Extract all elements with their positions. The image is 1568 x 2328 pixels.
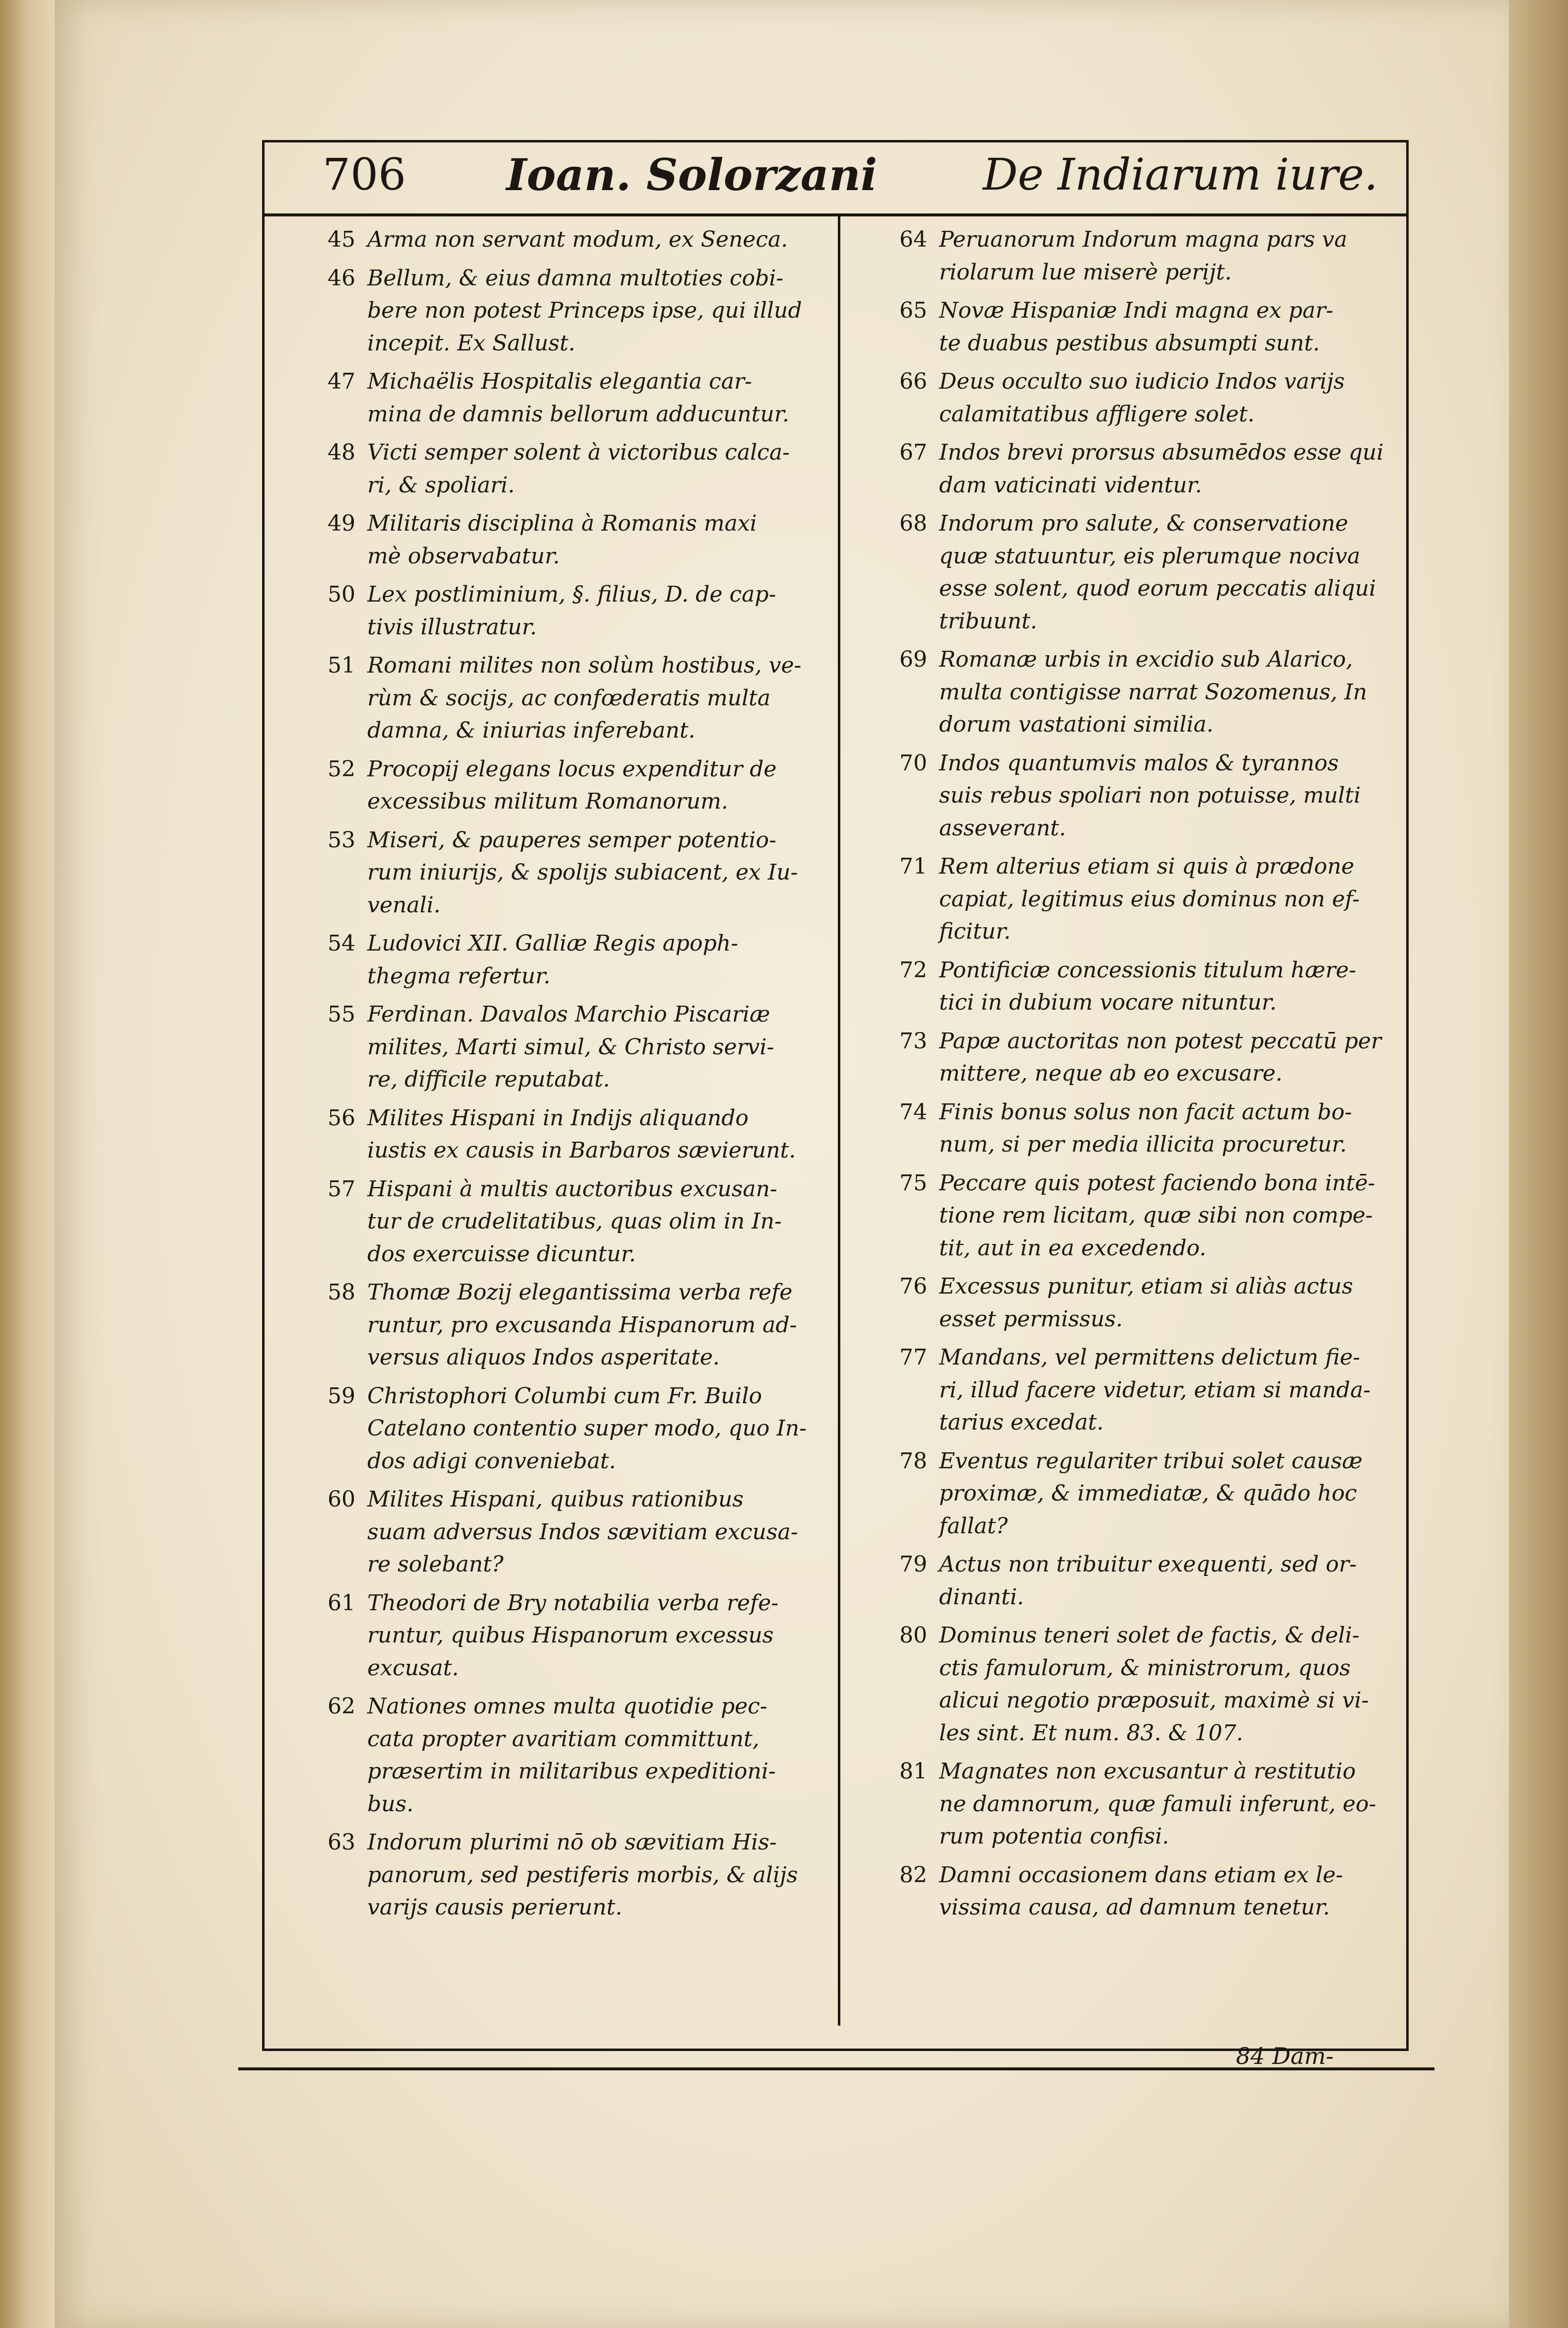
index-entry xyxy=(328,927,846,992)
entry-number: 71 xyxy=(899,854,927,879)
entry-number: 58 xyxy=(328,1280,355,1305)
entry-text: Bellum, & eius damna multoties cobi- xyxy=(367,265,784,291)
index-entry xyxy=(899,294,1418,359)
entry-text: runtur, pro excusanda Hispanorum ad- xyxy=(367,1312,797,1338)
entry-text: milites, Marti simul, & Christo servi- xyxy=(367,1034,774,1060)
entry-line xyxy=(328,1548,846,1581)
entry-line xyxy=(899,605,1418,638)
entry-line xyxy=(328,824,846,857)
index-entry xyxy=(899,954,1418,1019)
index-entry xyxy=(328,1380,846,1478)
index-entry xyxy=(899,1167,1418,1265)
entry-text: Rem alterius etiam si quis à prædone xyxy=(939,854,1355,879)
entry-text: excessibus militum Romanorum. xyxy=(367,789,728,814)
index-entry xyxy=(328,365,846,430)
entry-number: 74 xyxy=(899,1099,927,1125)
entry-line xyxy=(328,1102,846,1135)
entry-line xyxy=(328,1652,846,1685)
entry-text: multa contigisse narrat Sozomenus, In xyxy=(939,679,1367,705)
entry-text: Eventus regulariter tribui solet causæ xyxy=(939,1448,1363,1474)
index-entry xyxy=(899,223,1418,288)
entry-line xyxy=(328,507,846,540)
entry-text: Theodori de Bry notabilia verba refe- xyxy=(367,1590,779,1616)
entry-number: 53 xyxy=(328,827,355,853)
entry-number: 63 xyxy=(328,1830,355,1855)
entry-line xyxy=(899,954,1418,987)
index-entry xyxy=(328,507,846,572)
entry-line xyxy=(899,1581,1418,1614)
entry-line xyxy=(328,1173,846,1206)
entry-line xyxy=(899,747,1418,780)
entry-line xyxy=(899,1788,1418,1821)
index-entry xyxy=(899,1859,1418,1924)
entry-text: Procopij elegans locus expenditur de xyxy=(367,756,777,782)
entry-text: Peruanorum Indorum magna pars va xyxy=(939,227,1348,252)
entry-number: 50 xyxy=(328,582,355,607)
entry-text: tit, aut in ea excedendo. xyxy=(939,1235,1207,1261)
entry-line xyxy=(899,915,1418,948)
entry-number: 77 xyxy=(899,1345,927,1370)
entry-line xyxy=(899,1025,1418,1058)
entry-line xyxy=(899,1548,1418,1581)
entry-number: 78 xyxy=(899,1448,927,1474)
entry-number: 64 xyxy=(899,227,927,252)
entry-text: esset permissus. xyxy=(939,1306,1123,1332)
entry-text: vissima causa, ad damnum tenetur. xyxy=(939,1895,1330,1920)
entry-text: versus aliquos Indos asperitate. xyxy=(367,1345,720,1370)
entry-line xyxy=(328,889,846,922)
entry-line xyxy=(899,469,1418,502)
entry-number: 62 xyxy=(328,1694,355,1719)
entry-line xyxy=(899,1096,1418,1129)
entry-text: Milites Hispani in Indijs aliquando xyxy=(367,1105,749,1131)
entry-line xyxy=(899,1717,1418,1750)
entry-line xyxy=(328,1031,846,1064)
entry-number: 52 xyxy=(328,756,355,782)
entry-number: 65 xyxy=(899,298,927,323)
entry-line xyxy=(899,1445,1418,1478)
entry-text: Dominus teneri solet de factis, & deli- xyxy=(939,1623,1360,1648)
entry-text: tarius excedat. xyxy=(939,1410,1104,1435)
entry-line xyxy=(328,753,846,786)
entry-text: mittere, neque ab eo excusare. xyxy=(939,1061,1283,1086)
entry-number: 67 xyxy=(899,440,927,465)
entry-text: thegma refertur. xyxy=(367,963,550,989)
entry-line xyxy=(328,1891,846,1924)
index-entry xyxy=(899,1270,1418,1335)
entry-text: ri, & spoliari. xyxy=(367,472,515,498)
index-entry xyxy=(899,1341,1418,1439)
entry-number: 45 xyxy=(328,227,355,252)
entry-line xyxy=(328,1380,846,1413)
entry-line xyxy=(899,1755,1418,1788)
entry-text: Lex postliminium, §. filius, D. de cap- xyxy=(367,582,776,607)
entry-number: 70 xyxy=(899,750,927,776)
index-entry xyxy=(328,649,846,747)
entry-text: num, si per media illicita procuretur. xyxy=(939,1132,1347,1157)
entry-number: 72 xyxy=(899,957,927,983)
entry-text: Victi semper solent à victoribus calca- xyxy=(367,440,790,465)
entry-text: Miseri, & pauperes semper potentio- xyxy=(367,827,776,853)
entry-line xyxy=(328,294,846,327)
entry-text: tici in dubium vocare nituntur. xyxy=(939,990,1277,1015)
entry-line xyxy=(899,1167,1418,1200)
entry-text: Hispani à multis auctoribus excusan- xyxy=(367,1176,777,1202)
entry-text: dam vaticinati videntur. xyxy=(939,472,1202,498)
entry-line xyxy=(328,1755,846,1788)
entry-text: dorum vastationi similia. xyxy=(939,712,1214,737)
entry-line xyxy=(899,1128,1418,1161)
entry-line xyxy=(899,1199,1418,1232)
entry-number: 80 xyxy=(899,1623,927,1648)
entry-line xyxy=(899,256,1418,289)
index-entry xyxy=(899,436,1418,501)
entry-line xyxy=(328,436,846,469)
entry-text: suam adversus Indos sævitiam excusa- xyxy=(367,1519,798,1545)
index-entry xyxy=(899,1096,1418,1161)
entry-text: panorum, sed pestiferis morbis, & alijs xyxy=(367,1862,798,1888)
entry-number: 47 xyxy=(328,369,355,394)
index-entry xyxy=(328,998,846,1096)
entry-text: Mandans, vel permittens delictum fie- xyxy=(939,1345,1361,1370)
index-entry xyxy=(328,436,846,501)
entry-text: Indorum plurimi nō ob sævitiam His- xyxy=(367,1830,777,1855)
entry-text: esse solent, quod eorum peccatis aliqui xyxy=(939,576,1376,601)
entry-line xyxy=(899,1820,1418,1853)
index-entry xyxy=(328,1483,846,1581)
entry-text: suis rebus spoliari non potuisse, multi xyxy=(939,783,1361,808)
entry-text: Militaris disciplina à Romanis maxi xyxy=(367,511,757,536)
entry-text: Damni occasionem dans etiam ex le- xyxy=(939,1862,1343,1888)
entry-line xyxy=(328,927,846,960)
catchword: 84 Dam- xyxy=(1236,2043,1334,2069)
entry-line xyxy=(328,578,846,611)
entry-line xyxy=(328,365,846,398)
entry-text: bere non potest Princeps ipse, qui illud xyxy=(367,298,802,323)
entry-line xyxy=(899,850,1418,883)
entry-line xyxy=(899,1477,1418,1510)
entry-text: calamitatibus affligere solet. xyxy=(939,401,1255,427)
index-entry xyxy=(899,1755,1418,1853)
entry-number: 69 xyxy=(899,647,927,672)
entry-line xyxy=(899,436,1418,469)
entry-text: Excessus punitur, etiam si aliàs actus xyxy=(939,1274,1353,1299)
entry-number: 60 xyxy=(328,1487,355,1512)
entry-line xyxy=(328,1276,846,1309)
entry-line xyxy=(328,1690,846,1723)
entry-text: incepit. Ex Sallust. xyxy=(367,330,576,356)
entry-text: præsertim in militaribus expeditioni- xyxy=(367,1759,776,1784)
page-right-edge xyxy=(1509,0,1568,2328)
entry-number: 48 xyxy=(328,440,355,465)
entry-text: Indos quantumvis malos & tyrannos xyxy=(939,750,1339,776)
entry-line xyxy=(899,294,1418,327)
entry-text: te duabus pestibus absumpti sunt. xyxy=(939,330,1320,356)
entry-text: mè observabatur. xyxy=(367,543,560,569)
entry-text: ri, illud facere videtur, etiam si manda- xyxy=(939,1377,1371,1403)
entry-line xyxy=(328,611,846,644)
entry-number: 68 xyxy=(899,511,927,536)
entry-text: iustis ex causis in Barbaros sævierunt. xyxy=(367,1138,796,1163)
entry-line xyxy=(899,572,1418,605)
entry-line xyxy=(899,1619,1418,1652)
running-head-author: Ioan. Solorzani xyxy=(506,149,878,201)
entry-text: Indorum pro salute, & conservatione xyxy=(939,511,1349,536)
index-entry xyxy=(899,643,1418,741)
entry-number: 76 xyxy=(899,1274,927,1299)
entry-text: Michaëlis Hospitalis elegantia car- xyxy=(367,369,752,394)
entry-line xyxy=(328,856,846,889)
entry-line xyxy=(328,1309,846,1342)
entry-line xyxy=(328,1134,846,1167)
entry-line xyxy=(899,1374,1418,1407)
entry-line xyxy=(899,540,1418,573)
entry-text: mina de damnis bellorum adducuntur. xyxy=(367,401,789,427)
entry-line xyxy=(899,507,1418,540)
index-entry xyxy=(328,262,846,360)
entry-text: capiat, legitimus eius dominus non ef- xyxy=(939,886,1360,912)
entry-line xyxy=(328,262,846,295)
index-entry xyxy=(328,1276,846,1374)
entry-text: varijs causis perierunt. xyxy=(367,1895,622,1920)
entry-text: Indos brevi prorsus absumēdos esse qui xyxy=(939,440,1384,465)
entry-line xyxy=(328,327,846,360)
entry-text: ne damnorum, quæ famuli inferunt, eo- xyxy=(939,1791,1376,1817)
entry-text: rùm & socijs, ac confœderatis multa xyxy=(367,685,771,711)
entry-text: asseverant. xyxy=(939,815,1066,841)
entry-line xyxy=(328,960,846,993)
entry-number: 59 xyxy=(328,1383,355,1409)
entry-number: 46 xyxy=(328,265,355,291)
entry-text: dos exercuisse dicuntur. xyxy=(367,1241,636,1267)
entry-text: alicui negotio præposuit, maximè si vi- xyxy=(939,1688,1369,1713)
entry-text: proximæ, & immediatæ, & quādo hoc xyxy=(939,1481,1357,1506)
entry-number: 73 xyxy=(899,1028,927,1054)
entry-line xyxy=(899,365,1418,398)
entry-text: Novæ Hispaniæ Indi magna ex par- xyxy=(939,298,1334,323)
entry-line xyxy=(899,223,1418,256)
entry-line xyxy=(328,1788,846,1821)
index-entry xyxy=(328,1587,846,1685)
entry-text: rum potentia confisi. xyxy=(939,1824,1169,1849)
entry-line xyxy=(328,998,846,1031)
entry-number: 54 xyxy=(328,931,355,956)
entry-line xyxy=(328,1723,846,1756)
entry-text: damna, & iniurias inferebant. xyxy=(367,718,695,743)
entry-line xyxy=(328,714,846,747)
entry-text: tur de crudelitatibus, quas olim in In- xyxy=(367,1209,782,1234)
entry-number: 55 xyxy=(328,1002,355,1027)
entry-number: 81 xyxy=(899,1759,927,1784)
entry-line xyxy=(899,779,1418,812)
entry-line xyxy=(899,1303,1418,1336)
entry-line xyxy=(328,223,846,256)
entry-line xyxy=(328,1412,846,1445)
entry-number: 75 xyxy=(899,1170,927,1196)
index-entry xyxy=(899,850,1418,948)
index-entry xyxy=(328,1102,846,1167)
index-entry xyxy=(899,1445,1418,1543)
entry-line xyxy=(899,1406,1418,1439)
running-head-title: De Indiarum iure. xyxy=(983,149,1378,200)
entry-line xyxy=(899,1891,1418,1924)
entry-number: 82 xyxy=(899,1862,927,1888)
entry-text: Peccare quis potest faciendo bona intē- xyxy=(939,1170,1375,1196)
entry-text: tione rem licitam, quæ sibi non compe- xyxy=(939,1203,1373,1228)
entry-line xyxy=(328,1063,846,1096)
entry-number: 51 xyxy=(328,653,355,678)
entry-line xyxy=(899,1232,1418,1265)
entry-line xyxy=(899,883,1418,916)
entry-text: riolarum lue miserè perijt. xyxy=(939,259,1232,285)
entry-number: 57 xyxy=(328,1176,355,1202)
entry-text: Arma non servant modum, ex Seneca. xyxy=(367,227,788,252)
entry-line xyxy=(328,1516,846,1549)
entry-text: Ludovici XII. Galliæ Regis apoph- xyxy=(367,931,739,956)
entry-line xyxy=(328,1587,846,1620)
entry-line xyxy=(899,1510,1418,1543)
entry-text: bus. xyxy=(367,1791,414,1817)
entry-line xyxy=(328,1483,846,1516)
entry-text: Pontificiæ concessionis titulum hære- xyxy=(939,957,1357,983)
entry-text: venali. xyxy=(367,892,441,918)
index-entry xyxy=(328,1690,846,1820)
right-column xyxy=(899,223,1418,1930)
left-column xyxy=(328,223,846,1930)
entry-text: Deus occulto suo iudicio Indos varijs xyxy=(939,369,1345,394)
index-entry xyxy=(328,753,846,818)
entry-line xyxy=(328,469,846,502)
entry-text: rum iniurijs, & spolijs subiacent, ex Iu- xyxy=(367,860,798,885)
entry-line xyxy=(328,540,846,573)
entry-line xyxy=(328,1205,846,1238)
entry-text: quæ statuuntur, eis plerumque nociva xyxy=(939,543,1361,569)
entry-text: tivis illustratur. xyxy=(367,614,537,640)
entry-number: 61 xyxy=(328,1590,355,1616)
index-entry xyxy=(899,365,1418,430)
entry-line xyxy=(899,1057,1418,1090)
entry-text: runtur, quibus Hispanorum excessus xyxy=(367,1623,774,1648)
entry-line xyxy=(899,708,1418,741)
entry-line xyxy=(328,1238,846,1271)
header-rule xyxy=(262,213,1406,216)
entry-text: Magnates non excusantur à restitutio xyxy=(939,1759,1356,1784)
entry-text: Catelano contentio super modo, quo In- xyxy=(367,1416,807,1441)
entry-text: fallat? xyxy=(939,1513,1008,1539)
entry-number: 79 xyxy=(899,1552,927,1577)
entry-text: Milites Hispani, quibus rationibus xyxy=(367,1487,744,1512)
entry-line xyxy=(899,1270,1418,1303)
entry-line xyxy=(328,1619,846,1652)
entry-number: 66 xyxy=(899,369,927,394)
entry-line xyxy=(899,1652,1418,1685)
entry-line xyxy=(899,676,1418,709)
entry-text: Ferdinan. Davalos Marchio Piscariæ xyxy=(367,1002,770,1027)
entry-text: Christophori Columbi cum Fr. Builo xyxy=(367,1383,762,1409)
entry-line xyxy=(899,398,1418,431)
entry-text: Nationes omnes multa quotidie pec- xyxy=(367,1694,767,1719)
entry-line xyxy=(328,398,846,431)
entry-line xyxy=(899,1341,1418,1374)
entry-line xyxy=(328,1826,846,1859)
entry-line xyxy=(328,682,846,715)
entry-line xyxy=(328,785,846,818)
index-entry xyxy=(899,1619,1418,1749)
index-entry xyxy=(899,1548,1418,1613)
entry-line xyxy=(328,1341,846,1374)
entry-text: ctis famulorum, & ministrorum, quos xyxy=(939,1655,1351,1681)
entry-line xyxy=(328,1445,846,1478)
index-entry xyxy=(328,1826,846,1924)
index-entry xyxy=(328,1173,846,1271)
entry-line xyxy=(899,643,1418,676)
index-entry xyxy=(328,824,846,922)
index-entry xyxy=(899,747,1418,845)
entry-text: tribuunt. xyxy=(939,608,1037,634)
entry-text: Romanæ urbis in excidio sub Alarico, xyxy=(939,647,1353,672)
entry-text: cata propter avaritiam committunt, xyxy=(367,1726,759,1752)
entry-text: Romani milites non solùm hostibus, ve- xyxy=(367,653,802,678)
entry-text: dinanti. xyxy=(939,1584,1024,1610)
entry-text: Thomæ Bozij elegantissima verba refe xyxy=(367,1280,793,1305)
entry-text: excusat. xyxy=(367,1655,459,1681)
entry-line xyxy=(328,649,846,682)
index-entry xyxy=(899,1025,1418,1090)
entry-text: dos adigi conveniebat. xyxy=(367,1448,616,1474)
entry-text: Actus non tribuitur exequenti, sed or- xyxy=(939,1552,1357,1577)
index-entry xyxy=(328,578,846,643)
entry-line xyxy=(328,1859,846,1892)
entry-text: re solebant? xyxy=(367,1552,504,1577)
index-entry xyxy=(899,507,1418,637)
index-entry xyxy=(328,223,846,256)
entry-line xyxy=(899,327,1418,360)
entry-number: 49 xyxy=(328,511,355,536)
entry-text: Papæ auctoritas non potest peccatū per xyxy=(939,1028,1382,1054)
entry-line xyxy=(899,812,1418,845)
entry-text: re, difficile reputabat. xyxy=(367,1067,610,1092)
entry-number: 56 xyxy=(328,1105,355,1131)
entry-text: ficitur. xyxy=(939,919,1011,944)
entry-text: Finis bonus solus non facit actum bo- xyxy=(939,1099,1352,1125)
entry-line xyxy=(899,1859,1418,1892)
entry-text: les sint. Et num. 83. & 107. xyxy=(939,1720,1243,1746)
entry-line xyxy=(899,986,1418,1019)
entry-line xyxy=(899,1684,1418,1717)
page-number: 706 xyxy=(323,149,406,200)
